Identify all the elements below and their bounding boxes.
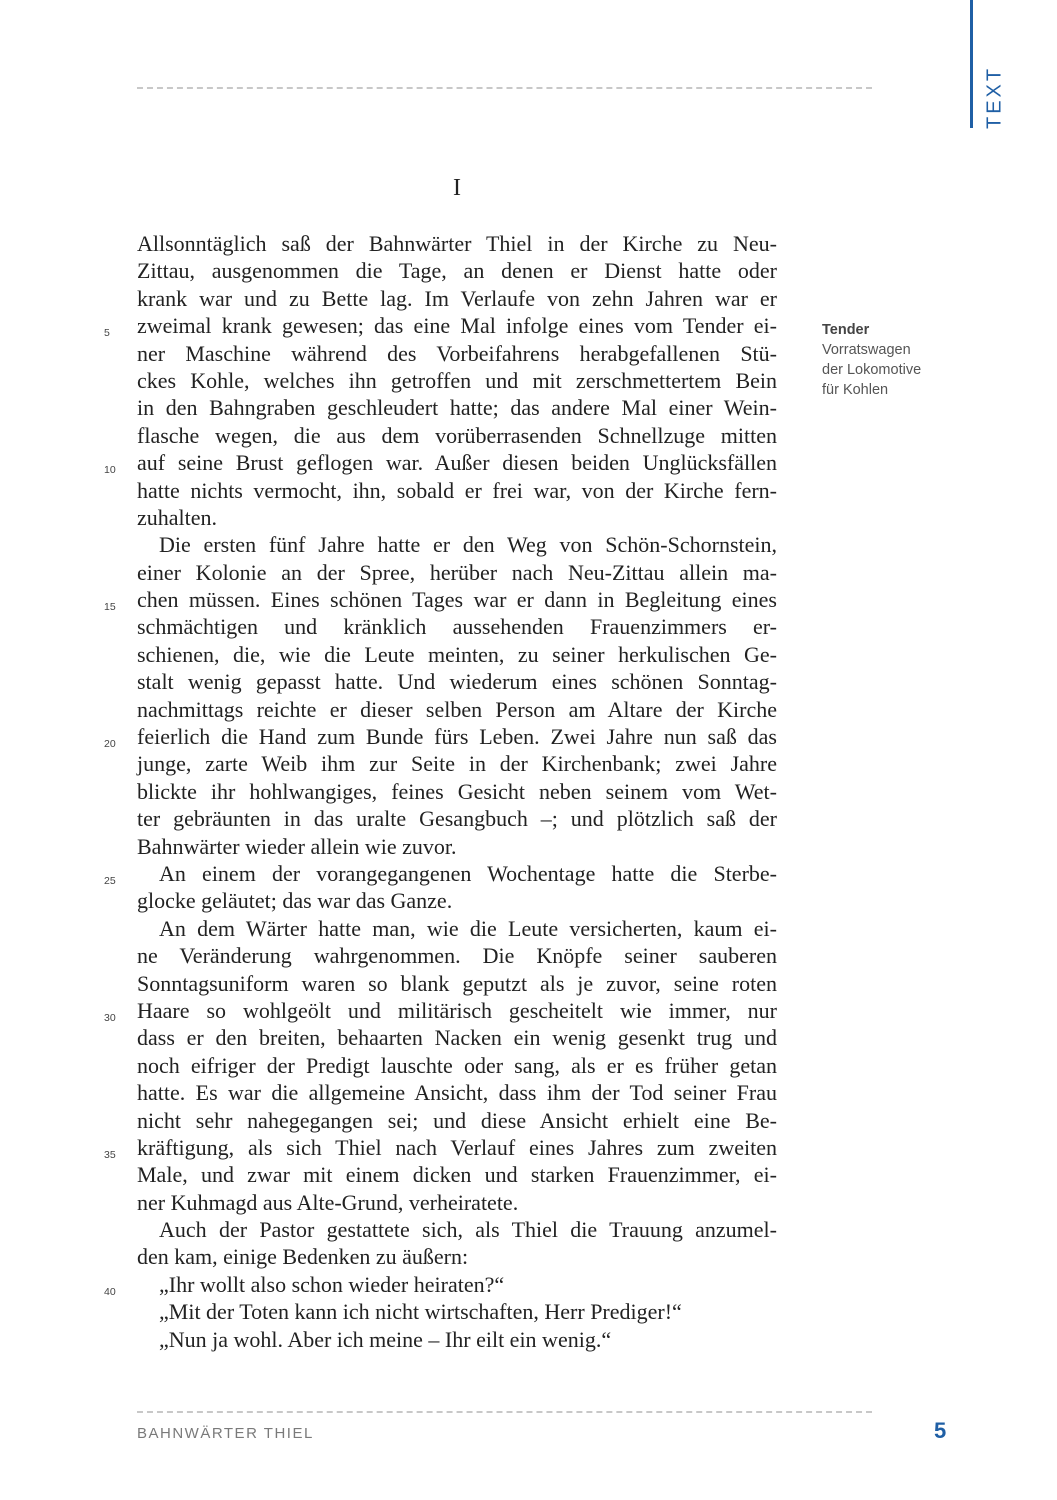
text-line: dass er den breiten, behaarten Nacken ein wenig gesenkt trug und bbox=[137, 1025, 777, 1051]
text-line: stalt wenig gepasst hatte. Und wiederum eines schönen Sonntag- bbox=[137, 669, 777, 695]
gloss-definition-line: Vorratswagen bbox=[822, 342, 911, 358]
text-line: feierlich die Hand zum Bunde fürs Leben. Zwei Jahre nun saß das bbox=[137, 724, 777, 750]
text-line: ter gebräunten in das uralte Gesangbuch –; und plötzlich saß der bbox=[137, 806, 777, 832]
text-line: glocke geläutet; das war das Ganze. bbox=[137, 888, 453, 914]
footer-divider bbox=[137, 1411, 872, 1413]
side-tab-bar bbox=[970, 0, 973, 128]
text-line: Allsonntäglich saß der Bahnwärter Thiel in der Kirche zu Neu- bbox=[137, 231, 777, 256]
text-line: An dem Wärter hatte man, wie die Leute versicherten, kaum ei- bbox=[159, 915, 777, 941]
text-line: Auch der Pastor gestattete sich, als Thiel die Trauung anzumel- bbox=[159, 1217, 777, 1243]
line-number: 15 bbox=[104, 601, 116, 613]
text-line: auf seine Brust geflogen war. Außer diesen beiden Unglücksfällen bbox=[137, 450, 777, 476]
line-number: 10 bbox=[104, 464, 116, 476]
text-line: nachmittags reichte er dieser selben Person am Altare der Kirche bbox=[137, 696, 777, 722]
text-line: schienen, die, wie die Leute meinten, zu seiner herkulischen Ge- bbox=[137, 641, 777, 667]
line-number: 30 bbox=[104, 1012, 116, 1024]
text-line: hatte nichts vermocht, ihn, sobald er frei war, von der Kirche fern- bbox=[137, 477, 777, 503]
margin-gloss bbox=[822, 320, 962, 400]
text-line: nicht sehr nahegegangen sei; und diese Ansicht erhielt eine Be- bbox=[137, 1107, 777, 1133]
text-line: junge, zarte Weib ihm zur Seite in der Kirchenbank; zwei Jahre bbox=[137, 751, 777, 777]
text-line: „Mit der Toten kann ich nicht wirtschaften, Herr Prediger!“ bbox=[159, 1299, 682, 1325]
line-number: 25 bbox=[104, 875, 116, 887]
text-line: An einem der vorangegangenen Wochentage hatte die Sterbe- bbox=[159, 860, 777, 886]
text-line: Die ersten fünf Jahre hatte er den Weg von Schön-Schornstein, bbox=[159, 532, 777, 558]
text-line: Bahnwärter wieder allein wie zuvor. bbox=[137, 833, 457, 859]
gloss-definition-line: der Lokomotive bbox=[822, 362, 922, 378]
text-line: Haare so wohlgeölt und militärisch gescheitelt wie immer, nur bbox=[137, 997, 777, 1023]
text-line: blickte ihr hohlwangiges, feines Gesicht neben seinem vom Wet- bbox=[137, 778, 777, 804]
line-number: 5 bbox=[104, 327, 110, 339]
gloss-term: Tender bbox=[822, 322, 870, 338]
text-line: „Ihr wollt also schon wieder heiraten?“ bbox=[159, 1271, 505, 1297]
gloss-definition-line: für Kohlen bbox=[822, 382, 889, 398]
running-footer-title: BAHNWÄRTER THIEL bbox=[137, 1425, 314, 1442]
text-line: flasche wegen, die aus dem vorüberrasenden Schnellzuge mitten bbox=[137, 422, 777, 448]
text-line: Zittau, ausgenommen die Tage, an denen er Dienst hatte oder bbox=[137, 258, 777, 284]
page-number: 5 bbox=[934, 1418, 947, 1443]
text-line: zweimal krank gewesen; das eine Mal infolge eines vom Tender ei- bbox=[137, 313, 777, 339]
text-line: zuhalten. bbox=[137, 504, 218, 530]
chapter-heading: I bbox=[453, 175, 461, 201]
text-line: ne Veränderung wahrgenommen. Die Knöpfe seiner sauberen bbox=[137, 943, 777, 969]
text-line: Male, und zwar mit einem dicken und starken Frauenzimmer, ei- bbox=[137, 1162, 777, 1188]
text-line: schmächtigen und kränklich aussehenden Frauenzimmers er- bbox=[137, 614, 777, 640]
text-line: „Nun ja wohl. Aber ich meine – Ihr eilt ein wenig.“ bbox=[159, 1326, 612, 1352]
text-line: in den Bahngraben geschleudert hatte; das andere Mal einer Wein- bbox=[137, 395, 777, 421]
text-line: ckes Kohle, welches ihn getroffen und mit zerschmettertem Bein bbox=[137, 367, 777, 393]
line-number: 20 bbox=[104, 738, 116, 750]
text-line: Sonntagsuniform waren so blank geputzt als je zuvor, seine roten bbox=[137, 970, 777, 996]
text-line: ner Kuhmagd aus Alte-Grund, verheiratete. bbox=[137, 1189, 519, 1215]
text-line: noch eifriger der Predigt lauschte oder sang, als er es früher getan bbox=[137, 1052, 777, 1078]
side-tab-label: TEXT bbox=[983, 65, 1006, 129]
text-line: kräftigung, als sich Thiel nach Verlauf eines Jahres zum zweiten bbox=[137, 1134, 777, 1160]
text-line: krank war und zu Bette lag. Im Verlaufe von zehn Jahren war er bbox=[137, 285, 777, 311]
body-text bbox=[137, 230, 777, 1353]
text-line: hatte. Es war die allgemeine Ansicht, dass ihm der Tod seiner Frau bbox=[137, 1080, 777, 1106]
text-line: chen müssen. Eines schönen Tages war er dann in Begleitung eines bbox=[137, 587, 777, 613]
text-line: ner Maschine während des Vorbeifahrens herabgefallenen Stü- bbox=[137, 340, 777, 366]
line-number: 40 bbox=[104, 1286, 116, 1298]
line-number: 35 bbox=[104, 1149, 116, 1161]
text-line: einer Kolonie an der Spree, herüber nach Neu-Zittau allein ma- bbox=[137, 559, 777, 585]
header-divider bbox=[137, 87, 872, 89]
text-line: den kam, einige Bedenken zu äußern: bbox=[137, 1244, 469, 1270]
